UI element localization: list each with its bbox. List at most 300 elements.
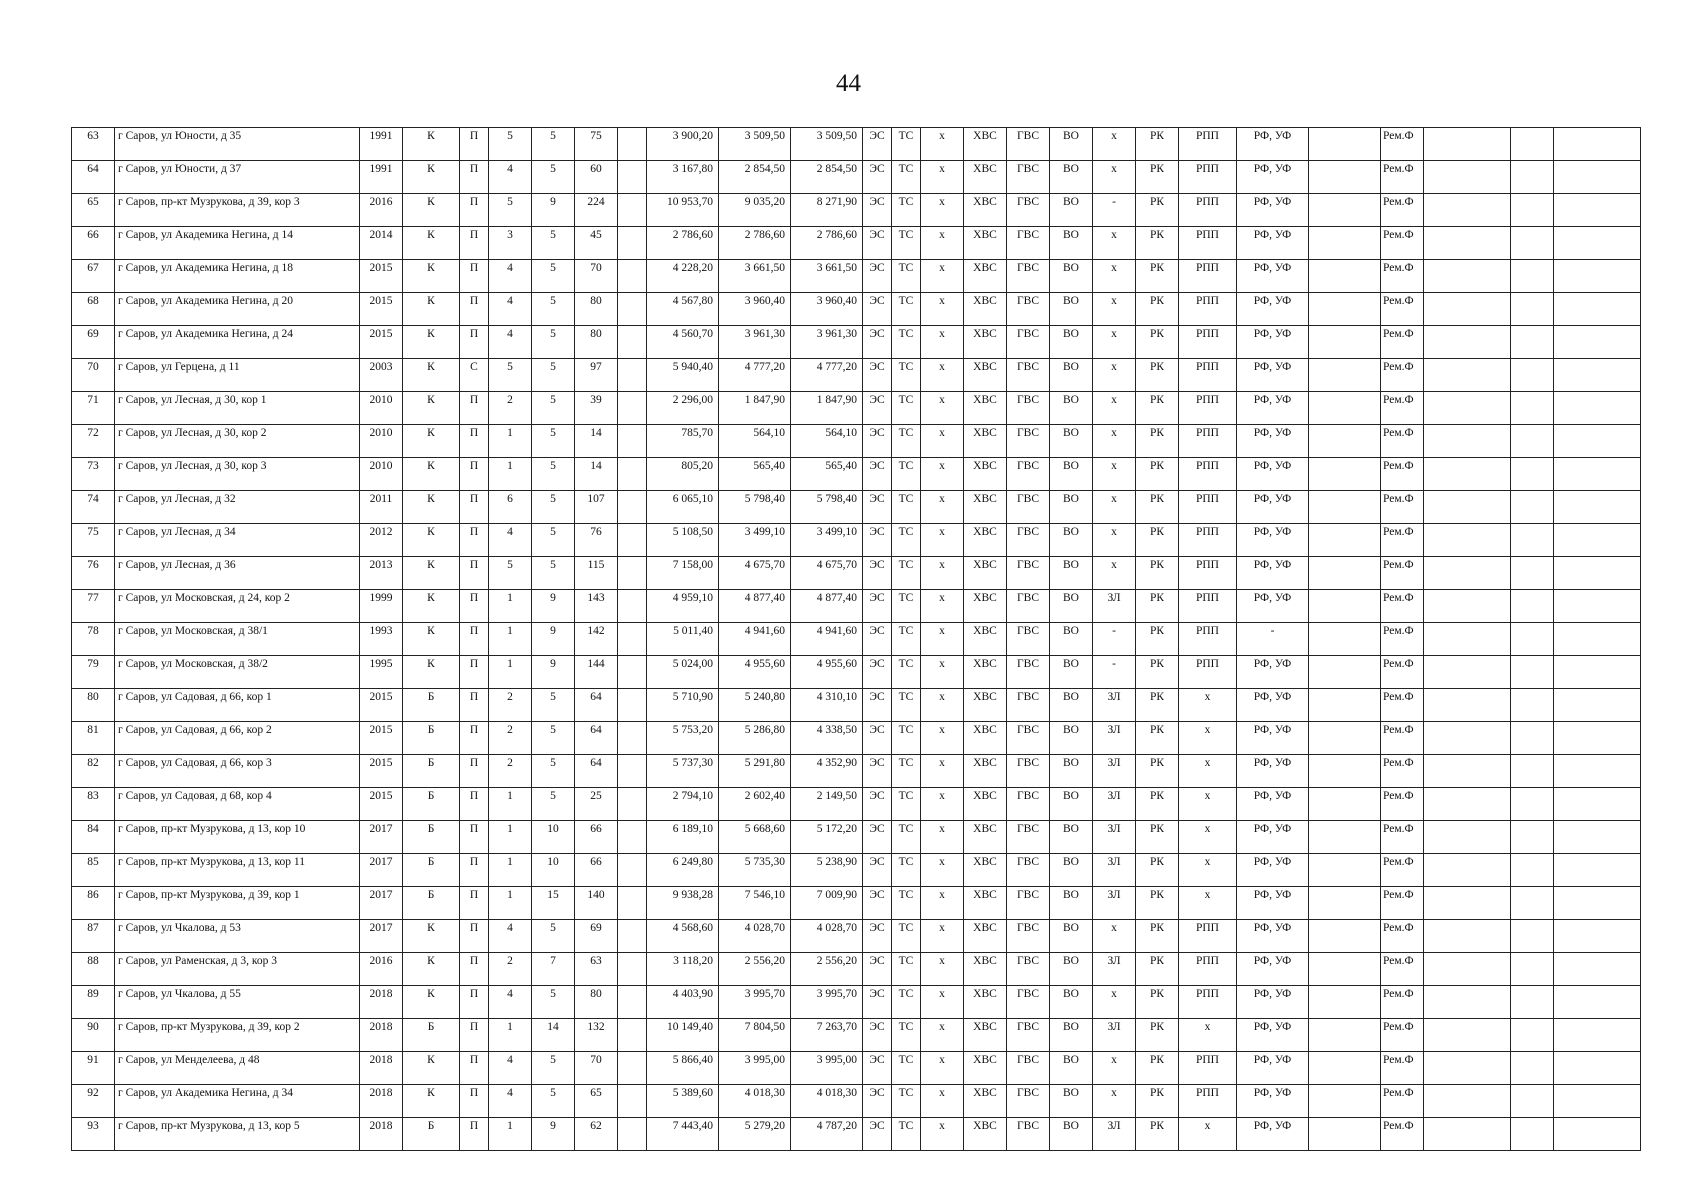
cell-category: К (403, 359, 460, 392)
cell-address: г Саров, ул Лесная, д 36 (115, 557, 360, 590)
cell-elevator-repair: РПП (1179, 128, 1237, 161)
cell-roof: РК (1136, 326, 1179, 359)
cell-fund: Рем.Ф (1381, 1052, 1424, 1085)
cell-total-area: 4 560,70 (647, 326, 719, 359)
cell-living-area: 1 847,90 (719, 392, 791, 425)
cell-blank-5 (1554, 260, 1641, 293)
cell-gas: х (921, 326, 964, 359)
cell-roof: РК (1136, 128, 1179, 161)
cell-fund: Рем.Ф (1381, 953, 1424, 986)
cell-blank-1 (618, 392, 647, 425)
cell-gas: х (921, 590, 964, 623)
cell-gas: х (921, 722, 964, 755)
cell-facade: РФ, УФ (1237, 656, 1309, 689)
cell-elevator-repair: РПП (1179, 326, 1237, 359)
cell-floors: 5 (532, 755, 575, 788)
cell-blank-4 (1511, 1085, 1554, 1118)
cell-category: К (403, 260, 460, 293)
cell-blank-2 (1309, 425, 1381, 458)
cell-cold-water: ХВС (964, 260, 1007, 293)
cell-blank-1 (618, 425, 647, 458)
cell-sewerage: ВО (1050, 194, 1093, 227)
cell-residential-area: 2 854,50 (791, 161, 863, 194)
cell-apartments: 97 (575, 359, 618, 392)
cell-blank-4 (1511, 359, 1554, 392)
cell-electricity: ЭС (863, 821, 892, 854)
cell-hot-water: ГВС (1007, 425, 1050, 458)
cell-blank-3 (1424, 1019, 1511, 1052)
cell-facade: РФ, УФ (1237, 293, 1309, 326)
cell-hot-water: ГВС (1007, 689, 1050, 722)
cell-blank-2 (1309, 788, 1381, 821)
cell-entrances: 1 (489, 1118, 532, 1151)
cell-total-area: 4 959,10 (647, 590, 719, 623)
cell-row-number: 85 (72, 854, 115, 887)
cell-roof: РК (1136, 359, 1179, 392)
cell-fund: Рем.Ф (1381, 1085, 1424, 1118)
cell-gas: х (921, 293, 964, 326)
cell-heating: ТС (892, 722, 921, 755)
cell-elevator-repair: х (1179, 1019, 1237, 1052)
cell-electricity: ЭС (863, 755, 892, 788)
cell-address: г Саров, ул Юности, д 37 (115, 161, 360, 194)
cell-blank-5 (1554, 920, 1641, 953)
cell-blank-3 (1424, 887, 1511, 920)
cell-electricity: ЭС (863, 1085, 892, 1118)
cell-cold-water: ХВС (964, 623, 1007, 656)
cell-wall-material: П (460, 986, 489, 1019)
cell-wall-material: П (460, 920, 489, 953)
cell-elevator-repair: РПП (1179, 953, 1237, 986)
cell-fund: Рем.Ф (1381, 227, 1424, 260)
cell-floors: 5 (532, 689, 575, 722)
cell-blank-4 (1511, 194, 1554, 227)
cell-living-area: 5 291,80 (719, 755, 791, 788)
table-row (72, 755, 1641, 788)
cell-total-area: 5 866,40 (647, 1052, 719, 1085)
cell-apartments: 70 (575, 1052, 618, 1085)
cell-blank-4 (1511, 293, 1554, 326)
cell-blank-5 (1554, 326, 1641, 359)
cell-year-built: 2015 (360, 755, 403, 788)
cell-total-area: 2 296,00 (647, 392, 719, 425)
cell-year-built: 2010 (360, 458, 403, 491)
cell-blank-2 (1309, 887, 1381, 920)
cell-year-built: 2017 (360, 854, 403, 887)
cell-heating: ТС (892, 293, 921, 326)
cell-hot-water: ГВС (1007, 821, 1050, 854)
table-row (72, 623, 1641, 656)
cell-living-area: 2 854,50 (719, 161, 791, 194)
cell-electricity: ЭС (863, 161, 892, 194)
cell-year-built: 1999 (360, 590, 403, 623)
cell-sewerage: ВО (1050, 359, 1093, 392)
cell-cold-water: ХВС (964, 590, 1007, 623)
cell-roof: РК (1136, 260, 1179, 293)
cell-hot-water: ГВС (1007, 590, 1050, 623)
cell-roof: РК (1136, 722, 1179, 755)
cell-wall-material: П (460, 722, 489, 755)
cell-wall-material: П (460, 1085, 489, 1118)
cell-electricity: ЭС (863, 359, 892, 392)
cell-blank-3 (1424, 1085, 1511, 1118)
cell-blank-5 (1554, 491, 1641, 524)
cell-row-number: 74 (72, 491, 115, 524)
cell-blank-2 (1309, 1019, 1381, 1052)
cell-electricity: ЭС (863, 854, 892, 887)
cell-residential-area: 3 961,30 (791, 326, 863, 359)
cell-wall-material: П (460, 887, 489, 920)
cell-total-area: 5 389,60 (647, 1085, 719, 1118)
cell-hot-water: ГВС (1007, 755, 1050, 788)
cell-year-built: 2017 (360, 920, 403, 953)
cell-elevator-repair: РПП (1179, 656, 1237, 689)
cell-living-area: 564,10 (719, 425, 791, 458)
cell-chute: х (1093, 491, 1136, 524)
cell-row-number: 79 (72, 656, 115, 689)
cell-wall-material: П (460, 194, 489, 227)
cell-floors: 5 (532, 557, 575, 590)
cell-blank-4 (1511, 128, 1554, 161)
cell-elevator-repair: х (1179, 755, 1237, 788)
cell-hot-water: ГВС (1007, 1052, 1050, 1085)
cell-category: К (403, 128, 460, 161)
cell-roof: РК (1136, 227, 1179, 260)
cell-living-area: 5 798,40 (719, 491, 791, 524)
cell-elevator-repair: РПП (1179, 590, 1237, 623)
cell-facade: РФ, УФ (1237, 1085, 1309, 1118)
cell-entrances: 1 (489, 458, 532, 491)
cell-blank-1 (618, 854, 647, 887)
cell-elevator-repair: РПП (1179, 920, 1237, 953)
cell-address: г Саров, ул Академика Негина, д 24 (115, 326, 360, 359)
cell-category: Б (403, 722, 460, 755)
cell-cold-water: ХВС (964, 326, 1007, 359)
cell-apartments: 80 (575, 986, 618, 1019)
cell-apartments: 115 (575, 557, 618, 590)
cell-electricity: ЭС (863, 689, 892, 722)
cell-year-built: 2016 (360, 953, 403, 986)
cell-electricity: ЭС (863, 1019, 892, 1052)
cell-sewerage: ВО (1050, 1118, 1093, 1151)
cell-residential-area: 4 028,70 (791, 920, 863, 953)
cell-cold-water: ХВС (964, 920, 1007, 953)
cell-chute: ЗЛ (1093, 590, 1136, 623)
table-row (72, 128, 1641, 161)
cell-blank-4 (1511, 491, 1554, 524)
cell-address: г Саров, пр-кт Музрукова, д 39, кор 3 (115, 194, 360, 227)
cell-living-area: 7 804,50 (719, 1019, 791, 1052)
cell-apartments: 39 (575, 392, 618, 425)
cell-facade: - (1237, 623, 1309, 656)
cell-heating: ТС (892, 590, 921, 623)
cell-residential-area: 3 661,50 (791, 260, 863, 293)
cell-address: г Саров, пр-кт Музрукова, д 13, кор 11 (115, 854, 360, 887)
cell-fund: Рем.Ф (1381, 920, 1424, 953)
table-row (72, 821, 1641, 854)
cell-entrances: 4 (489, 524, 532, 557)
cell-blank-2 (1309, 623, 1381, 656)
cell-blank-3 (1424, 854, 1511, 887)
cell-residential-area: 4 310,10 (791, 689, 863, 722)
cell-blank-5 (1554, 194, 1641, 227)
cell-gas: х (921, 1085, 964, 1118)
cell-total-area: 4 228,20 (647, 260, 719, 293)
cell-blank-3 (1424, 656, 1511, 689)
cell-blank-2 (1309, 920, 1381, 953)
cell-blank-3 (1424, 260, 1511, 293)
cell-facade: РФ, УФ (1237, 887, 1309, 920)
cell-hot-water: ГВС (1007, 491, 1050, 524)
table-row (72, 326, 1641, 359)
cell-sewerage: ВО (1050, 623, 1093, 656)
cell-entrances: 5 (489, 194, 532, 227)
cell-residential-area: 7 263,70 (791, 1019, 863, 1052)
cell-entrances: 1 (489, 821, 532, 854)
cell-electricity: ЭС (863, 491, 892, 524)
cell-elevator-repair: РПП (1179, 359, 1237, 392)
cell-heating: ТС (892, 425, 921, 458)
cell-hot-water: ГВС (1007, 293, 1050, 326)
cell-total-area: 2 794,10 (647, 788, 719, 821)
cell-electricity: ЭС (863, 623, 892, 656)
cell-address: г Саров, ул Садовая, д 66, кор 3 (115, 755, 360, 788)
cell-floors: 10 (532, 854, 575, 887)
cell-apartments: 14 (575, 425, 618, 458)
cell-chute: х (1093, 920, 1136, 953)
cell-blank-3 (1424, 689, 1511, 722)
cell-chute: х (1093, 425, 1136, 458)
cell-entrances: 1 (489, 656, 532, 689)
cell-residential-area: 4 877,40 (791, 590, 863, 623)
cell-year-built: 2016 (360, 194, 403, 227)
cell-living-area: 5 668,60 (719, 821, 791, 854)
cell-hot-water: ГВС (1007, 227, 1050, 260)
cell-floors: 9 (532, 656, 575, 689)
cell-electricity: ЭС (863, 590, 892, 623)
cell-blank-1 (618, 326, 647, 359)
cell-facade: РФ, УФ (1237, 491, 1309, 524)
cell-facade: РФ, УФ (1237, 854, 1309, 887)
cell-total-area: 9 938,28 (647, 887, 719, 920)
cell-row-number: 77 (72, 590, 115, 623)
cell-roof: РК (1136, 1052, 1179, 1085)
cell-residential-area: 4 352,90 (791, 755, 863, 788)
cell-blank-3 (1424, 161, 1511, 194)
cell-elevator-repair: РПП (1179, 260, 1237, 293)
cell-year-built: 2017 (360, 887, 403, 920)
cell-residential-area: 5 238,90 (791, 854, 863, 887)
cell-address: г Саров, пр-кт Музрукова, д 13, кор 5 (115, 1118, 360, 1151)
cell-apartments: 64 (575, 689, 618, 722)
cell-wall-material: П (460, 557, 489, 590)
cell-fund: Рем.Ф (1381, 458, 1424, 491)
cell-entrances: 1 (489, 425, 532, 458)
cell-residential-area: 3 499,10 (791, 524, 863, 557)
cell-blank-1 (618, 293, 647, 326)
cell-apartments: 64 (575, 755, 618, 788)
cell-living-area: 7 546,10 (719, 887, 791, 920)
cell-fund: Рем.Ф (1381, 656, 1424, 689)
cell-apartments: 76 (575, 524, 618, 557)
cell-total-area: 6 249,80 (647, 854, 719, 887)
cell-row-number: 75 (72, 524, 115, 557)
cell-address: г Саров, пр-кт Музрукова, д 39, кор 2 (115, 1019, 360, 1052)
cell-floors: 5 (532, 722, 575, 755)
cell-total-area: 785,70 (647, 425, 719, 458)
cell-heating: ТС (892, 359, 921, 392)
cell-blank-1 (618, 722, 647, 755)
cell-category: Б (403, 1118, 460, 1151)
cell-cold-water: ХВС (964, 1019, 1007, 1052)
cell-apartments: 80 (575, 293, 618, 326)
cell-gas: х (921, 1019, 964, 1052)
cell-blank-2 (1309, 854, 1381, 887)
cell-floors: 9 (532, 194, 575, 227)
cell-blank-1 (618, 887, 647, 920)
cell-fund: Рем.Ф (1381, 359, 1424, 392)
cell-blank-2 (1309, 689, 1381, 722)
cell-blank-2 (1309, 953, 1381, 986)
cell-facade: РФ, УФ (1237, 392, 1309, 425)
cell-chute: ЗЛ (1093, 887, 1136, 920)
cell-wall-material: П (460, 128, 489, 161)
cell-residential-area: 565,40 (791, 458, 863, 491)
cell-facade: РФ, УФ (1237, 458, 1309, 491)
cell-apartments: 70 (575, 260, 618, 293)
cell-living-area: 4 028,70 (719, 920, 791, 953)
cell-row-number: 86 (72, 887, 115, 920)
cell-blank-4 (1511, 1052, 1554, 1085)
cell-address: г Саров, ул Лесная, д 30, кор 2 (115, 425, 360, 458)
cell-row-number: 72 (72, 425, 115, 458)
cell-electricity: ЭС (863, 458, 892, 491)
cell-blank-5 (1554, 161, 1641, 194)
cell-facade: РФ, УФ (1237, 260, 1309, 293)
cell-living-area: 4 675,70 (719, 557, 791, 590)
cell-blank-1 (618, 1118, 647, 1151)
cell-elevator-repair: РПП (1179, 524, 1237, 557)
cell-row-number: 65 (72, 194, 115, 227)
cell-electricity: ЭС (863, 128, 892, 161)
cell-blank-5 (1554, 887, 1641, 920)
cell-blank-3 (1424, 425, 1511, 458)
cell-gas: х (921, 161, 964, 194)
cell-heating: ТС (892, 326, 921, 359)
table-row (72, 194, 1641, 227)
cell-blank-5 (1554, 986, 1641, 1019)
cell-cold-water: ХВС (964, 194, 1007, 227)
cell-row-number: 82 (72, 755, 115, 788)
cell-blank-1 (618, 557, 647, 590)
cell-blank-2 (1309, 161, 1381, 194)
cell-sewerage: ВО (1050, 392, 1093, 425)
cell-entrances: 4 (489, 161, 532, 194)
cell-wall-material: П (460, 755, 489, 788)
cell-chute: х (1093, 293, 1136, 326)
cell-sewerage: ВО (1050, 887, 1093, 920)
cell-blank-4 (1511, 1118, 1554, 1151)
cell-blank-5 (1554, 755, 1641, 788)
cell-chute: х (1093, 128, 1136, 161)
cell-row-number: 87 (72, 920, 115, 953)
cell-category: Б (403, 1019, 460, 1052)
cell-blank-2 (1309, 1052, 1381, 1085)
cell-gas: х (921, 524, 964, 557)
cell-hot-water: ГВС (1007, 524, 1050, 557)
cell-address: г Саров, ул Лесная, д 30, кор 1 (115, 392, 360, 425)
cell-electricity: ЭС (863, 425, 892, 458)
cell-gas: х (921, 458, 964, 491)
cell-address: г Саров, ул Академика Негина, д 14 (115, 227, 360, 260)
cell-wall-material: П (460, 524, 489, 557)
cell-residential-area: 5 172,20 (791, 821, 863, 854)
cell-cold-water: ХВС (964, 854, 1007, 887)
cell-elevator-repair: РПП (1179, 557, 1237, 590)
cell-blank-5 (1554, 1118, 1641, 1151)
cell-year-built: 2018 (360, 1052, 403, 1085)
cell-wall-material: С (460, 359, 489, 392)
table-row (72, 986, 1641, 1019)
cell-blank-2 (1309, 326, 1381, 359)
table-row (72, 656, 1641, 689)
cell-facade: РФ, УФ (1237, 194, 1309, 227)
cell-apartments: 107 (575, 491, 618, 524)
cell-electricity: ЭС (863, 920, 892, 953)
cell-blank-4 (1511, 590, 1554, 623)
cell-floors: 14 (532, 1019, 575, 1052)
cell-cold-water: ХВС (964, 1118, 1007, 1151)
cell-chute: ЗЛ (1093, 755, 1136, 788)
cell-heating: ТС (892, 227, 921, 260)
cell-hot-water: ГВС (1007, 1085, 1050, 1118)
cell-wall-material: П (460, 458, 489, 491)
cell-floors: 5 (532, 788, 575, 821)
cell-living-area: 5 240,80 (719, 689, 791, 722)
cell-category: К (403, 623, 460, 656)
cell-elevator-repair: РПП (1179, 986, 1237, 1019)
cell-category: К (403, 1085, 460, 1118)
cell-sewerage: ВО (1050, 1019, 1093, 1052)
cell-electricity: ЭС (863, 557, 892, 590)
cell-elevator-repair: РПП (1179, 227, 1237, 260)
cell-chute: - (1093, 194, 1136, 227)
cell-blank-3 (1424, 821, 1511, 854)
cell-address: г Саров, ул Лесная, д 30, кор 3 (115, 458, 360, 491)
cell-blank-5 (1554, 1019, 1641, 1052)
cell-blank-5 (1554, 392, 1641, 425)
cell-gas: х (921, 557, 964, 590)
cell-living-area: 3 499,10 (719, 524, 791, 557)
cell-category: К (403, 227, 460, 260)
cell-living-area: 2 602,40 (719, 788, 791, 821)
cell-blank-4 (1511, 161, 1554, 194)
cell-blank-2 (1309, 194, 1381, 227)
cell-living-area: 3 661,50 (719, 260, 791, 293)
cell-cold-water: ХВС (964, 524, 1007, 557)
cell-heating: ТС (892, 953, 921, 986)
cell-sewerage: ВО (1050, 689, 1093, 722)
cell-blank-5 (1554, 425, 1641, 458)
cell-blank-2 (1309, 821, 1381, 854)
cell-living-area: 565,40 (719, 458, 791, 491)
cell-address: г Саров, пр-кт Музрукова, д 39, кор 1 (115, 887, 360, 920)
cell-category: К (403, 425, 460, 458)
cell-entrances: 5 (489, 128, 532, 161)
cell-facade: РФ, УФ (1237, 128, 1309, 161)
cell-floors: 5 (532, 491, 575, 524)
cell-blank-1 (618, 953, 647, 986)
